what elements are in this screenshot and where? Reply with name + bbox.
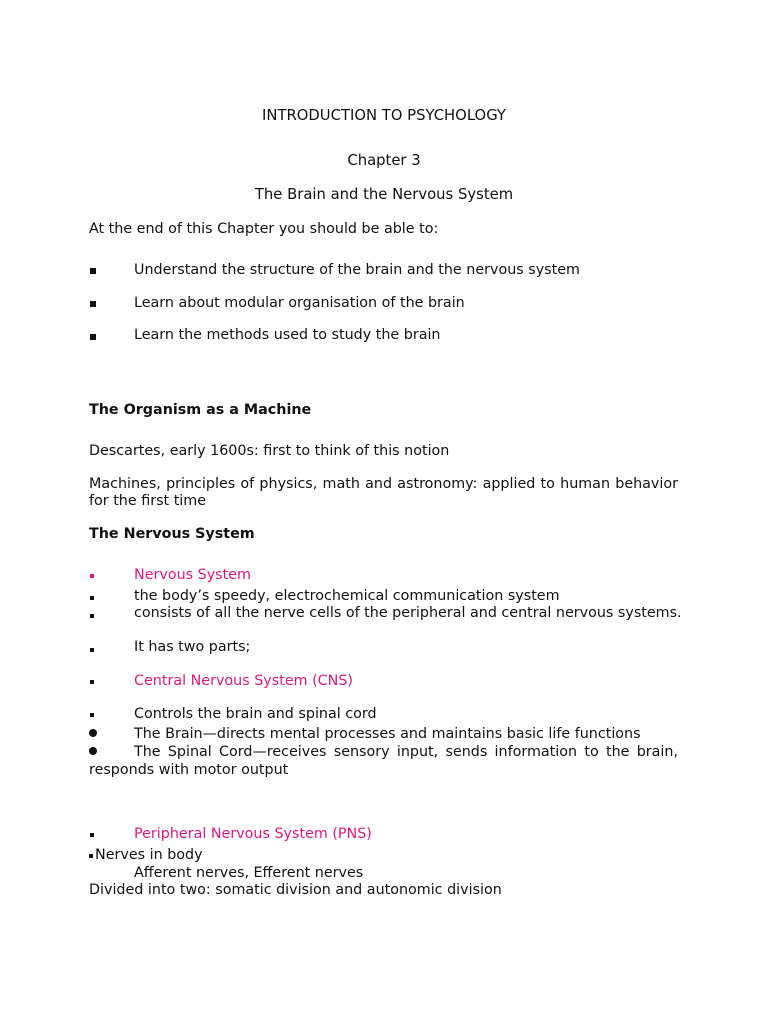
nervous-system-label: Nervous System bbox=[134, 567, 251, 583]
objective-item: Learn about modular organisation of the brain bbox=[134, 295, 465, 311]
cns-label: Central Nervous System (CNS) bbox=[134, 673, 353, 689]
chapter-number: Chapter 3 bbox=[347, 152, 421, 169]
paragraph-machines-line1: Machines, principles of physics, math and astronomy: applied to human behavior bbox=[89, 476, 678, 492]
paragraph-machines-line2: for the first time bbox=[89, 493, 206, 509]
bullet-square-icon bbox=[90, 268, 96, 274]
objective-item: Learn the methods used to study the brain bbox=[134, 327, 441, 343]
section-heading-organism: The Organism as a Machine bbox=[89, 402, 312, 418]
bullet-square-icon bbox=[90, 574, 94, 578]
section-heading-nervous-system: The Nervous System bbox=[89, 526, 255, 542]
bullet-square-icon bbox=[90, 713, 94, 717]
bullet-dot-icon bbox=[89, 747, 97, 755]
bullet-square-icon bbox=[90, 596, 94, 600]
course-title: INTRODUCTION TO PSYCHOLOGY bbox=[262, 107, 506, 124]
paragraph-descartes: Descartes, early 1600s: first to think of this notion bbox=[89, 443, 450, 459]
pns-divided-text: Divided into two: somatic division and autonomic division bbox=[89, 882, 502, 898]
nervous-system-item: consists of all the nerve cells of the peripheral and central nervous systems. bbox=[134, 605, 682, 621]
cns-controls-text: Controls the brain and spinal cord bbox=[134, 706, 377, 722]
bullet-square-icon bbox=[90, 648, 94, 652]
bullet-square-icon bbox=[90, 680, 94, 684]
pns-afferent-efferent-text: Afferent nerves, Efferent nerves bbox=[134, 865, 364, 881]
objective-item: Understand the structure of the brain and the nervous system bbox=[134, 262, 580, 278]
bullet-square-icon bbox=[89, 854, 93, 858]
bullet-square-icon bbox=[90, 334, 96, 340]
cns-brain-text: The Brain—directs mental processes and maintains basic life functions bbox=[134, 726, 641, 742]
bullet-dot-icon bbox=[89, 729, 97, 737]
pns-nerves-text: Nerves in body bbox=[95, 847, 203, 863]
cns-spinal-text-line2: responds with motor output bbox=[89, 762, 289, 778]
bullet-square-icon bbox=[90, 301, 96, 307]
intro-text: At the end of this Chapter you should be able to: bbox=[89, 221, 439, 237]
cns-spinal-text-line1: The Spinal Cord—receives sensory input, sends information to the brain, bbox=[134, 744, 678, 760]
nervous-system-item: the body’s speedy, electrochemical communication system bbox=[134, 588, 560, 604]
two-parts-text: It has two parts; bbox=[134, 639, 251, 655]
pns-label: Peripheral Nervous System (PNS) bbox=[134, 826, 372, 842]
chapter-title: The Brain and the Nervous System bbox=[254, 186, 514, 203]
bullet-square-icon bbox=[90, 833, 94, 837]
bullet-square-icon bbox=[90, 614, 94, 618]
